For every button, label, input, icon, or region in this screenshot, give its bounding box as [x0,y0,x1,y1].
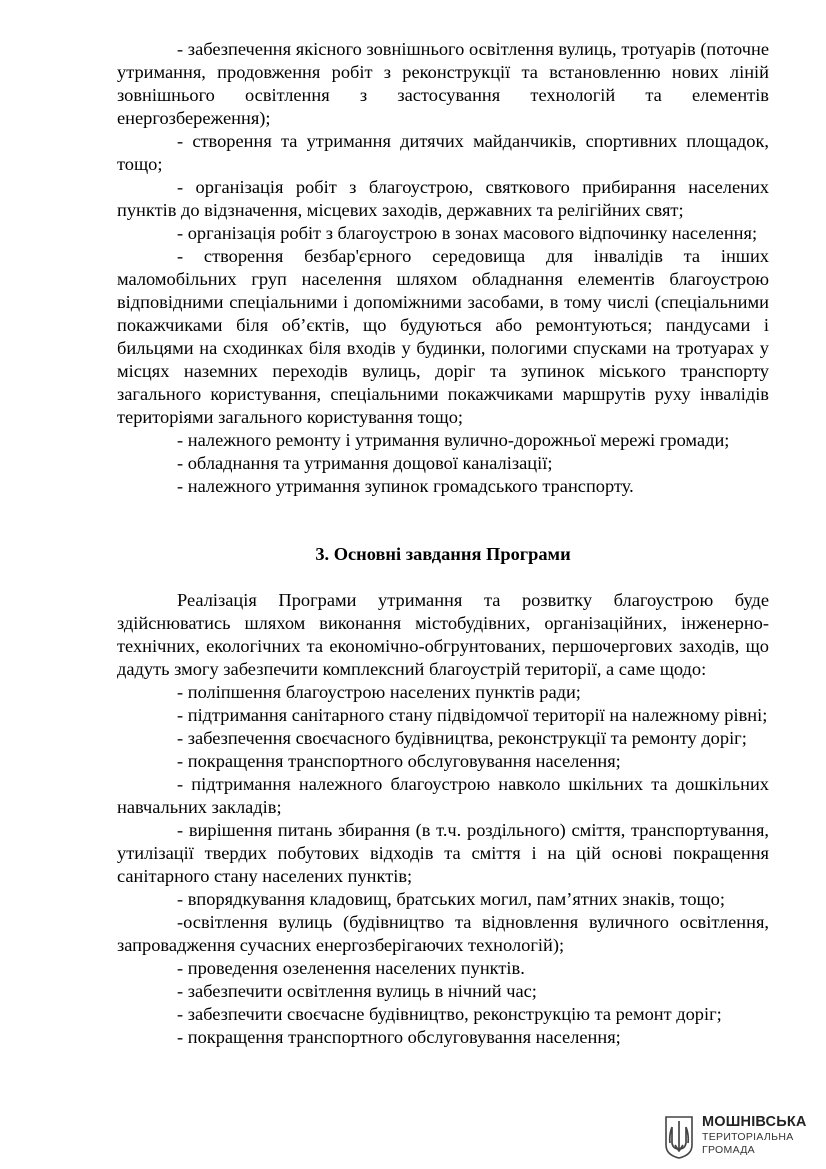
list-item: - підтримання санітарного стану підвідомчої території на належному рівні; [177,705,768,725]
logo-title: МОШНІВСЬКА [702,1114,807,1130]
list-item: - поліпшення благоустрою населених пунктів ради; [177,682,581,702]
logo-subtitle: ТЕРИТОРІАЛЬНА [702,1131,794,1143]
list-item: - організація робіт з благоустрою в зонах масового відпочинку населення; [177,223,758,243]
list-item: - забезпечити своєчасне будівництво, реконструкцію та ремонт доріг; [177,1004,722,1024]
list-item: - організація робіт з благоустрою, святкового прибирання населених пунктів до відзначення, місцевих заходів, державних та релігійних свят; [117,177,769,220]
list-item: - створення та утримання дитячих майданчиків, спортивних площадок, тощо; [117,131,769,174]
trident-emblem-icon [664,1115,694,1159]
list-item: - підтримання належного благоустрою навколо шкільних та дошкільних навчальних закладів; [117,774,769,817]
list-item: - забезпечення якісного зовнішнього освітлення вулиць, тротуарів (поточне утримання, продовження робіт з реконструкції та встановленню нових ліній зовнішнього освітлення з застосування технологій та елементів енергозбереження); [117,39,769,128]
community-logo [664,1113,814,1163]
list-item: - проведення озеленення населених пунктів. [177,958,525,978]
logo-subtitle-2: ГРОМАДА [702,1144,755,1156]
list-item: - покращення транспортного обслуговування населення; [177,751,621,771]
list-item: - забезпечити освітлення вулиць в нічний час; [177,981,537,1001]
intro-paragraph: Реалізація Програми утримання та розвитку благоустрою буде здійснюватись шляхом виконання містобудівних, організаційних, інженерно-технічних, екологічних та економічно-обгрунтованих, першочергових заходів, що дадуть змогу забезпечити комплексний благоустрій території, а саме щодо: [117,590,769,679]
text-column [117,38,769,1049]
list-item: - обладнання та утримання дощової каналізації; [177,453,553,473]
list-item: - впорядкування кладовищ, братських могил, пам’ятних знаків, тощо; [177,889,725,909]
list-item: - покращення транспортного обслуговування населення; [177,1027,621,1047]
list-item: - належного ремонту і утримання вулично-дорожньої мережі громади; [177,430,730,450]
list-item: - створення безбар'єрного середовища для інвалідів та інших маломобільних груп населення шляхом обладнання елементів благоустрою відповідними спеціальними і допоміжними засобами, в тому числі (спеціальними покажчиками біля об’єктів, що будуються або ремонтуються; пандусами і бильцями на сходинках біля входів у будинки, пологими спусками на тротуарах у місцях наземних переходів вулиць, доріг та зупинок міського транспорту загального користування, спеціальними покажчиками маршрутів руху інвалідів територіями загального користування тощо; [117,246,769,427]
section-heading: 3. Основні завдання Програми [315,544,571,564]
list-item: - забезпечення своєчасного будівництва, реконструкції та ремонту доріг; [177,728,747,748]
list-item: -освітлення вулиць (будівництво та відновлення вуличного освітлення, запровадження сучасних енергозберігаючих технологій); [117,912,769,955]
list-item: - належного утримання зупинок громадського транспорту. [177,476,634,496]
list-item: - вирішення питань збирання (в т.ч. роздільного) сміття, транспортування, утилізації твердих побутових відходів та сміття і на цій основі покращення санітарного стану населених пунктів; [117,820,769,886]
